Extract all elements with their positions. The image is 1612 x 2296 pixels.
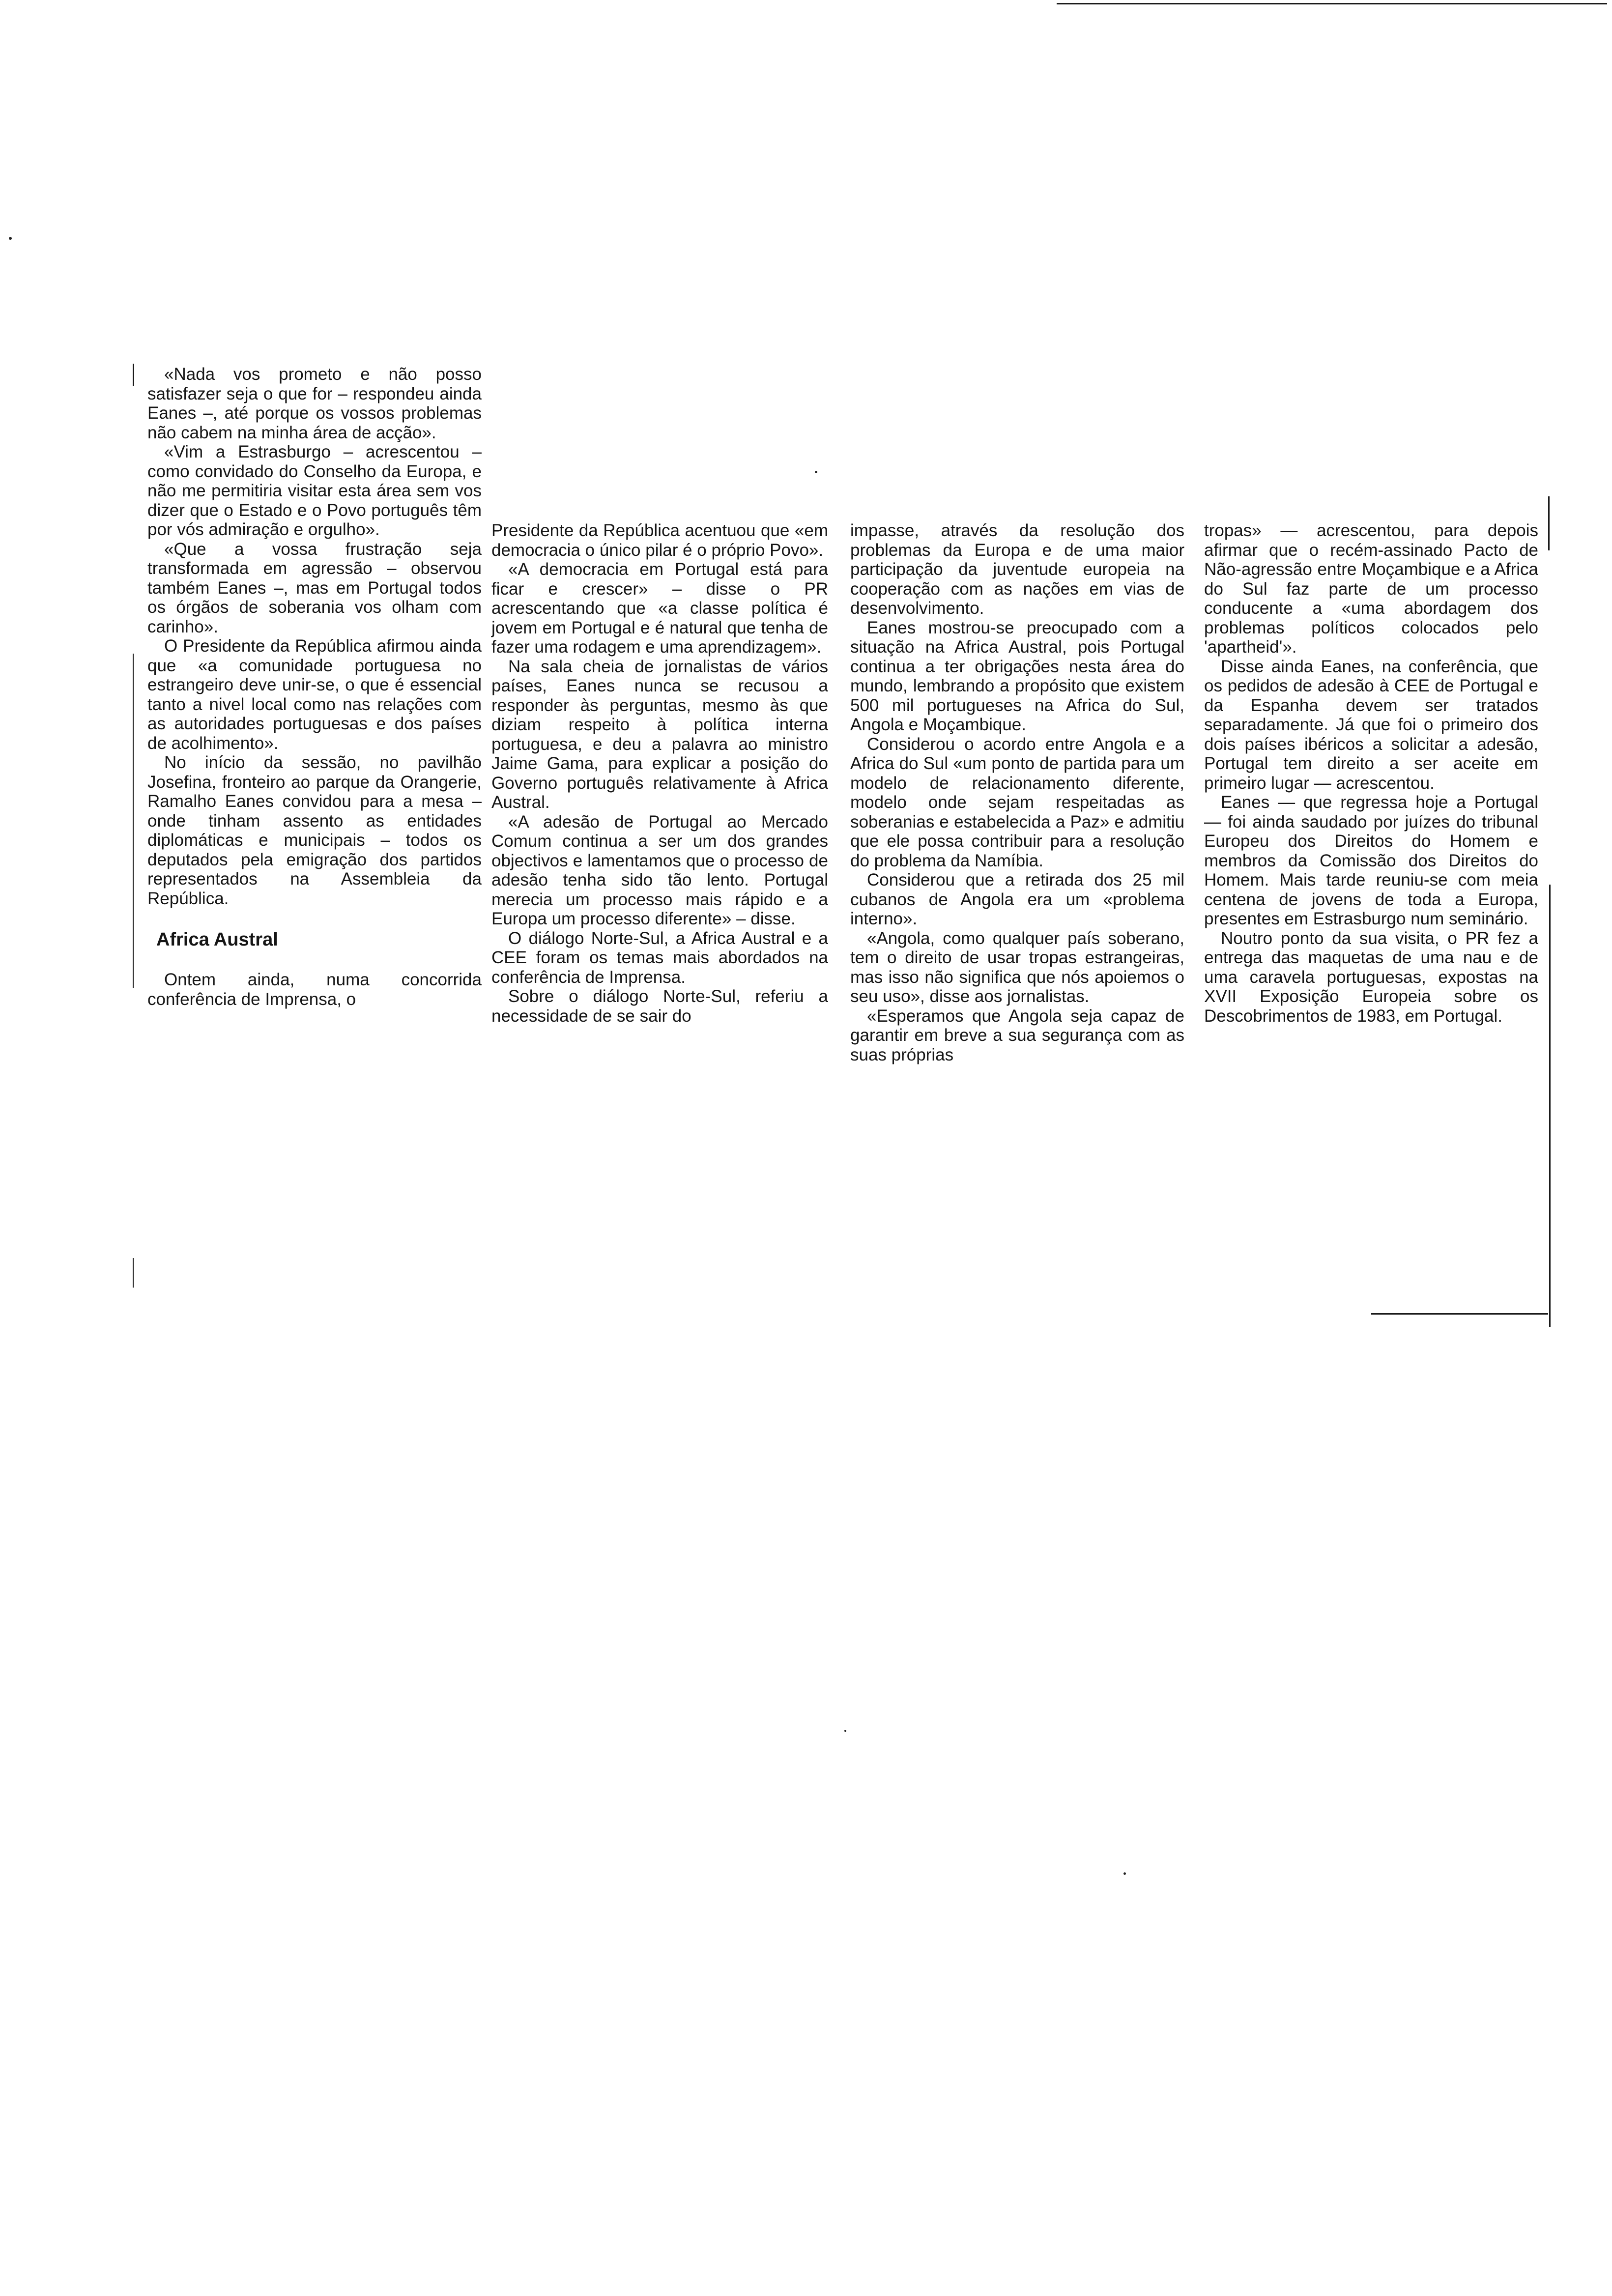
paragraph: Noutro ponto da sua visita, o PR fez a entrega das maquetas de uma nau e de uma caravela portuguesas, expostas na XVII Exposição Europeia sobre os Descobrimentos de 1983, em Portugal.: [1204, 928, 1538, 1026]
paragraph: Eanes — que regressa hoje a Portugal — foi ainda saudado por juízes do tribunal Europeu dos Direitos do Homem e membros da Comissão dos Direitos do Homem. Mais tarde reuniu-se com meia centena de jovens de toda a Europa, presentes em Estrasburgo num seminário.: [1204, 793, 1538, 928]
paragraph: «Vim a Estrasburgo – acrescentou – como convidado do Conselho da Europa, e não me permitiria visitar esta área sem vos dizer que o Estado e o Povo português têm por vós admiração e orgulho».: [147, 442, 482, 539]
article-column-3: [850, 521, 1184, 1064]
paragraph: «Angola, como qualquer país soberano, tem o direito de usar tropas estrangeiras, mas isso não significa que nós apoiemos o seu uso», disse aos jornalistas.: [850, 928, 1184, 1006]
paragraph: «Nada vos prometo e não posso satisfazer seja o que for – respondeu ainda Eanes –, até porque os vossos problemas não cabem na minha área de acção».: [147, 365, 482, 442]
paragraph: tropas» — acrescentou, para depois afirmar que o recém-assinado Pacto de Não-agressão entre Moçambique e a Africa do Sul faz parte de um processo conducente a «uma abordagem dos problemas políticos colocados pelo 'apartheid'».: [1204, 521, 1538, 657]
column-4-right-rule: [1548, 496, 1550, 550]
paragraph: Eanes mostrou-se preocupado com a situação na Africa Austral, pois Portugal continua a ter obrigações nesta área do mundo, lembrando a propósito que existem 500 mil portugueses na Africa do Sul, Angola e Moçambique.: [850, 618, 1184, 734]
paragraph: Disse ainda Eanes, na conferência, que os pedidos de adesão à CEE de Portugal e da Espanha devem ser tratados separadamente. Já que foi o primeiro dos dois países ibéricos a solicitar a adesão, Portugal tem direito a ser aceite em primeiro lugar — acrescentou.: [1204, 657, 1538, 793]
paragraph: Presidente da República acentuou que «em democracia o único pilar é o próprio Povo».: [491, 521, 828, 560]
scan-speck: [815, 471, 817, 473]
column-1-left-rule: [133, 1258, 134, 1288]
paragraph: impasse, através da resolução dos problemas da Europa e de uma maior participação da juventude europeia na cooperação com as nações em vias de desenvolvimento.: [850, 521, 1184, 618]
scan-speck: [1123, 1872, 1126, 1875]
top-border-rule: [1057, 3, 1607, 4]
paragraph: Na sala cheia de jornalistas de vários países, Eanes nunca se recusou a responder às perguntas, mesmo às que diziam respeito à política interna portuguesa, e deu a palavra ao ministro Jaime Gama, para explicar a posição do Governo português relativamente à Africa Austral.: [491, 657, 828, 812]
article-column-1: [147, 365, 482, 1009]
paragraph: Sobre o diálogo Norte-Sul, referiu a necessidade de se sair do: [491, 987, 828, 1026]
column-1-left-rule: [133, 364, 134, 386]
paragraph: No início da sessão, no pavilhão Josefina, fronteiro ao parque da Orangerie, Ramalho Eanes convidou para a mesa – onde tinham assento as entidades diplomáticas e municipais – todos os deputados pela emigração dos partidos representados na Assembleia da República.: [147, 753, 482, 908]
paragraph: Considerou que a retirada dos 25 mil cubanos de Angola era um «problema interno».: [850, 870, 1184, 928]
paragraph: O Presidente da República afirmou ainda que «a comunidade portuguesa no estrangeiro deve unir-se, o que é essencial tanto a nivel local como nas relações com as autoridades portuguesas e dos países de acolhimento».: [147, 636, 482, 753]
paragraph: «Esperamos que Angola seja capaz de garantir em breve a sua segurança com as suas próprias: [850, 1006, 1184, 1064]
column-4-right-rule: [1549, 885, 1551, 1327]
column-1-left-rule: [133, 654, 134, 988]
paragraph: O diálogo Norte-Sul, a Africa Austral e a CEE foram os temas mais abordados na conferência de Imprensa.: [491, 928, 828, 987]
article-column-4: [1204, 521, 1538, 1026]
paragraph: «A adesão de Portugal ao Mercado Comum continua a ser um dos grandes objectivos e lamentamos que o processo de adesão tenha sido tão lento. Portugal merecia um processo mais rápido e a Europa um processo diferente» – disse.: [491, 812, 828, 928]
paragraph: «Que a vossa frustração seja transformada em agressão – observou também Eanes –, mas em Portugal todos os órgãos de soberania vos olham com carinho».: [147, 539, 482, 636]
article-column-2: [491, 521, 828, 1026]
article-end-rule: [1371, 1313, 1548, 1315]
scan-speck: [9, 237, 12, 240]
paragraph: Ontem ainda, numa concorrida conferência de Imprensa, o: [147, 970, 482, 1009]
paragraph: «A democracia em Portugal está para ficar e crescer» – disse o PR acrescentando que «a classe política é jovem em Portugal e é natural que tenha de fazer uma rodagem e uma aprendizagem».: [491, 560, 828, 657]
paragraph: Considerou o acordo entre Angola e a Africa do Sul «um ponto de partida para um modelo de relacionamento diferente, modelo onde sejam respeitadas as soberanias e estabelecida a Paz» e admitiu que ele possa contribuir para a resolução do problema da Namíbia.: [850, 734, 1184, 870]
scan-speck: [844, 1730, 846, 1732]
section-subheading: Africa Austral: [156, 929, 278, 950]
